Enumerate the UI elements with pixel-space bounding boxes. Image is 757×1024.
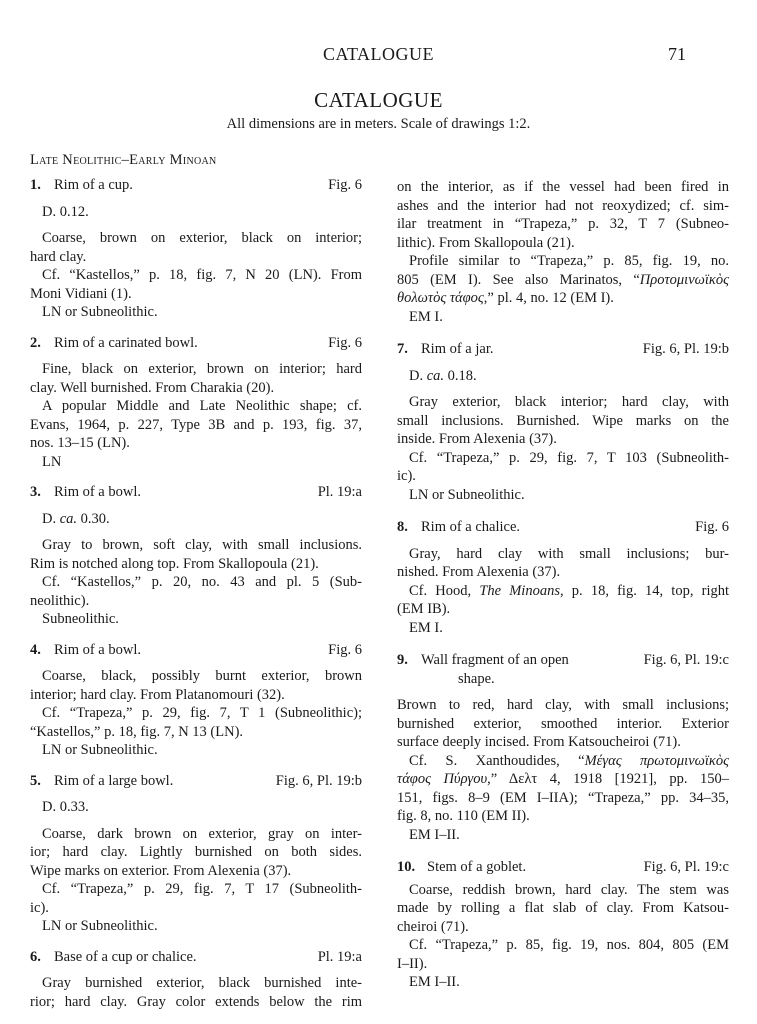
- figure-reference: Fig. 6: [695, 519, 729, 535]
- comparanda: A popular Middle and Late Neolithic shape; cf. Evans, 1964, p. 227, Type 3B and p. 193, fig. 37, nos. 13–15 (LN).: [30, 398, 362, 451]
- entry-label: Rim of a cup.: [54, 177, 133, 193]
- figure-reference: Fig. 6: [328, 177, 362, 193]
- catalogue-entry-1: [30, 176, 362, 322]
- dating: EM I.: [409, 619, 443, 636]
- entry-number: 8.: [397, 519, 408, 535]
- comparanda: Cf. “Trapeza,” p. 29, fig. 7, T 17 (Subneolith- ic).: [30, 881, 362, 916]
- catalogue-entry-8: [397, 518, 729, 637]
- entry-label: Rim of a jar.: [421, 341, 494, 357]
- description: Coarse, black, possibly burnt exterior, brown interior; hard clay. From Platanomouri (32).: [30, 668, 362, 703]
- figure-reference: Pl. 19:a: [317, 948, 362, 965]
- dating: Subneolithic.: [42, 611, 119, 627]
- entry-label: Base of a cup or chalice.: [54, 948, 197, 965]
- description: Gray exterior, black interior; hard clay, with small inclusions. Burnished. Wipe marks on the inside. From Alexenia (37).: [397, 394, 729, 447]
- figure-reference: Pl. 19:a: [317, 484, 362, 500]
- entry-heading: [397, 858, 729, 877]
- right-column: [397, 178, 729, 992]
- entry-label: Rim of a carinated bowl.: [54, 334, 198, 351]
- entry-number: 4.: [30, 641, 41, 658]
- dimensions: D. ca. 0.30.: [42, 510, 110, 527]
- dating: LN or Subneolithic.: [42, 304, 158, 320]
- catalogue-entry-7: [397, 340, 729, 504]
- description: Coarse, reddish brown, hard clay. The stem was made by rolling a flat slab of clay. From Katsou- cheiroi (71).: [397, 881, 729, 935]
- figure-reference: Fig. 6, Pl. 19:c: [643, 859, 729, 875]
- description: Coarse, dark brown on exterior, gray on inter- ior; hard clay. Lightly burnished on both sides. Wipe marks on exterior. From Alexenia (37).: [30, 825, 362, 879]
- dating: EM I–II.: [409, 974, 460, 990]
- entry-label: Rim of a bowl.: [54, 484, 141, 500]
- entry-heading: [30, 641, 362, 660]
- figure-reference: Fig. 6, Pl. 19:c: [643, 652, 729, 668]
- catalogue-entry-3: [30, 483, 362, 629]
- entry-heading: [30, 176, 362, 195]
- figure-reference: Fig. 6: [328, 334, 362, 351]
- description-continued: on the interior, as if the vessel had been fired in ashes and the interior had not reoxydized; cf. sim- ilar treatment in “Trapeza,” p. 32, T 7 (Subneo- lithic). From Skallopoula (21).: [397, 179, 729, 251]
- description: Gray to brown, soft clay, with small inclusions. Rim is notched along top. From Skallopoula (21).: [30, 537, 362, 572]
- entry-heading: [397, 651, 729, 688]
- catalogue-entry-9: [397, 651, 729, 844]
- profile-comparanda: Profile similar to “Trapeza,” p. 85, fig. 19, no. 805 (EM I). See also Marinatos, “Προτομινωϊκὸς θολωτὸς τάφος,” pl. 4, no. 12 (EM I).: [397, 253, 729, 306]
- entry-number: 2.: [30, 334, 41, 351]
- comparanda: Cf. “Kastellos,” p. 18, fig. 7, N 20 (LN). From Moni Vidiani (1).: [30, 267, 362, 302]
- catalogue-subtitle: All dimensions are in meters. Scale of drawings 1:2.: [226, 116, 531, 132]
- dimensions: D. 0.12.: [42, 203, 89, 220]
- catalogue-entry-10: [397, 858, 729, 992]
- entry-heading: [397, 340, 729, 359]
- entry-number: 3.: [30, 484, 41, 500]
- dating: EM I.: [409, 308, 443, 325]
- dating: LN or Subneolithic.: [409, 486, 525, 503]
- figure-reference: Fig. 6, Pl. 19:b: [275, 772, 362, 789]
- dimensions: D. 0.33.: [42, 799, 89, 815]
- left-column: [30, 172, 362, 1011]
- entry-label: Rim of a large bowl.: [54, 772, 174, 789]
- description: Fine, black on exterior, brown on interior; hard clay. Well burnished. From Charakia (20).: [30, 361, 362, 396]
- entry-number: 6.: [30, 948, 41, 965]
- dating: LN or Subneolithic.: [42, 918, 158, 934]
- catalogue-entry-6-continued: [397, 178, 729, 326]
- entry-heading: [30, 948, 362, 967]
- catalogue-entry-2: [30, 334, 362, 472]
- page-number: 71: [668, 44, 686, 64]
- catalogue-entry-4: [30, 641, 362, 760]
- dating: LN: [42, 453, 62, 470]
- dimensions: D. ca. 0.18.: [409, 367, 477, 384]
- comparanda: Cf. Hood, The Minoans, p. 18, fig. 14, top, right (EM IB).: [397, 582, 729, 617]
- description: Gray burnished exterior, black burnished inte- rior; hard clay. Gray color extends below the rim: [30, 975, 362, 1010]
- catalogue-entry-6: [30, 948, 362, 1012]
- entry-number: 5.: [30, 772, 41, 789]
- catalogue-entry-5: [30, 772, 362, 936]
- entry-heading: [30, 334, 362, 353]
- entry-number: 1.: [30, 177, 41, 193]
- comparanda: Cf. “Trapeza,” p. 29, fig. 7, T 1 (Subneolithic); “Kastellos,” p. 18, fig. 7, N 13 (LN).: [30, 705, 362, 740]
- catalogue-title: CATALOGUE: [314, 88, 443, 112]
- entry-heading: [397, 518, 729, 537]
- description: Coarse, brown on exterior, black on interior; hard clay.: [30, 230, 362, 265]
- entry-number: 9.: [397, 652, 408, 668]
- comparanda: Cf. “Trapeza,” p. 29, fig. 7, T 103 (Subneolith- ic).: [397, 449, 729, 484]
- entry-heading: [30, 772, 362, 791]
- entry-number: 10.: [397, 859, 416, 875]
- figure-reference: Fig. 6: [328, 641, 362, 658]
- entry-heading: [30, 483, 362, 502]
- running-header: [0, 44, 757, 70]
- comparanda: Cf. S. Xanthoudides, “Μέγας πρωτομινωϊκὸς τάφος Πύργου,” Δελτ 4, 1918 [1921], pp. 150– 151, figs. 8–9 (EM I–IIA); “Trapeza,” pp. 34–35, fig. 8, no. 110 (EM II).: [397, 752, 729, 824]
- running-title: CATALOGUE: [322, 44, 435, 64]
- entry-label: Wall fragment of an open: [421, 652, 569, 668]
- description: Brown to red, hard clay, with small inclusions; burnished exterior, smoothed interior. Exterior surface deeply incised. From Katsoucheiroi (71).: [397, 697, 729, 750]
- comparanda: Cf. “Trapeza,” p. 85, fig. 19, nos. 804, 805 (EM I–II).: [397, 937, 729, 972]
- figure-reference: Fig. 6, Pl. 19:b: [642, 341, 729, 357]
- description: Gray, hard clay with small inclusions; bur- nished. From Alexenia (37).: [397, 545, 729, 580]
- entry-label: Rim of a bowl.: [54, 641, 141, 658]
- entry-label: Rim of a chalice.: [421, 519, 521, 535]
- comparanda: Cf. “Kastellos,” p. 20, no. 43 and pl. 5 (Sub- neolithic).: [30, 574, 362, 609]
- entry-label: Stem of a goblet.: [427, 859, 527, 875]
- entry-number: 7.: [397, 341, 408, 357]
- dating: LN or Subneolithic.: [42, 742, 158, 758]
- section-heading: Late Neolithic–Early Minoan: [30, 152, 217, 168]
- entry-label-continued: shape.: [458, 670, 495, 687]
- dating: EM I–II.: [409, 826, 460, 843]
